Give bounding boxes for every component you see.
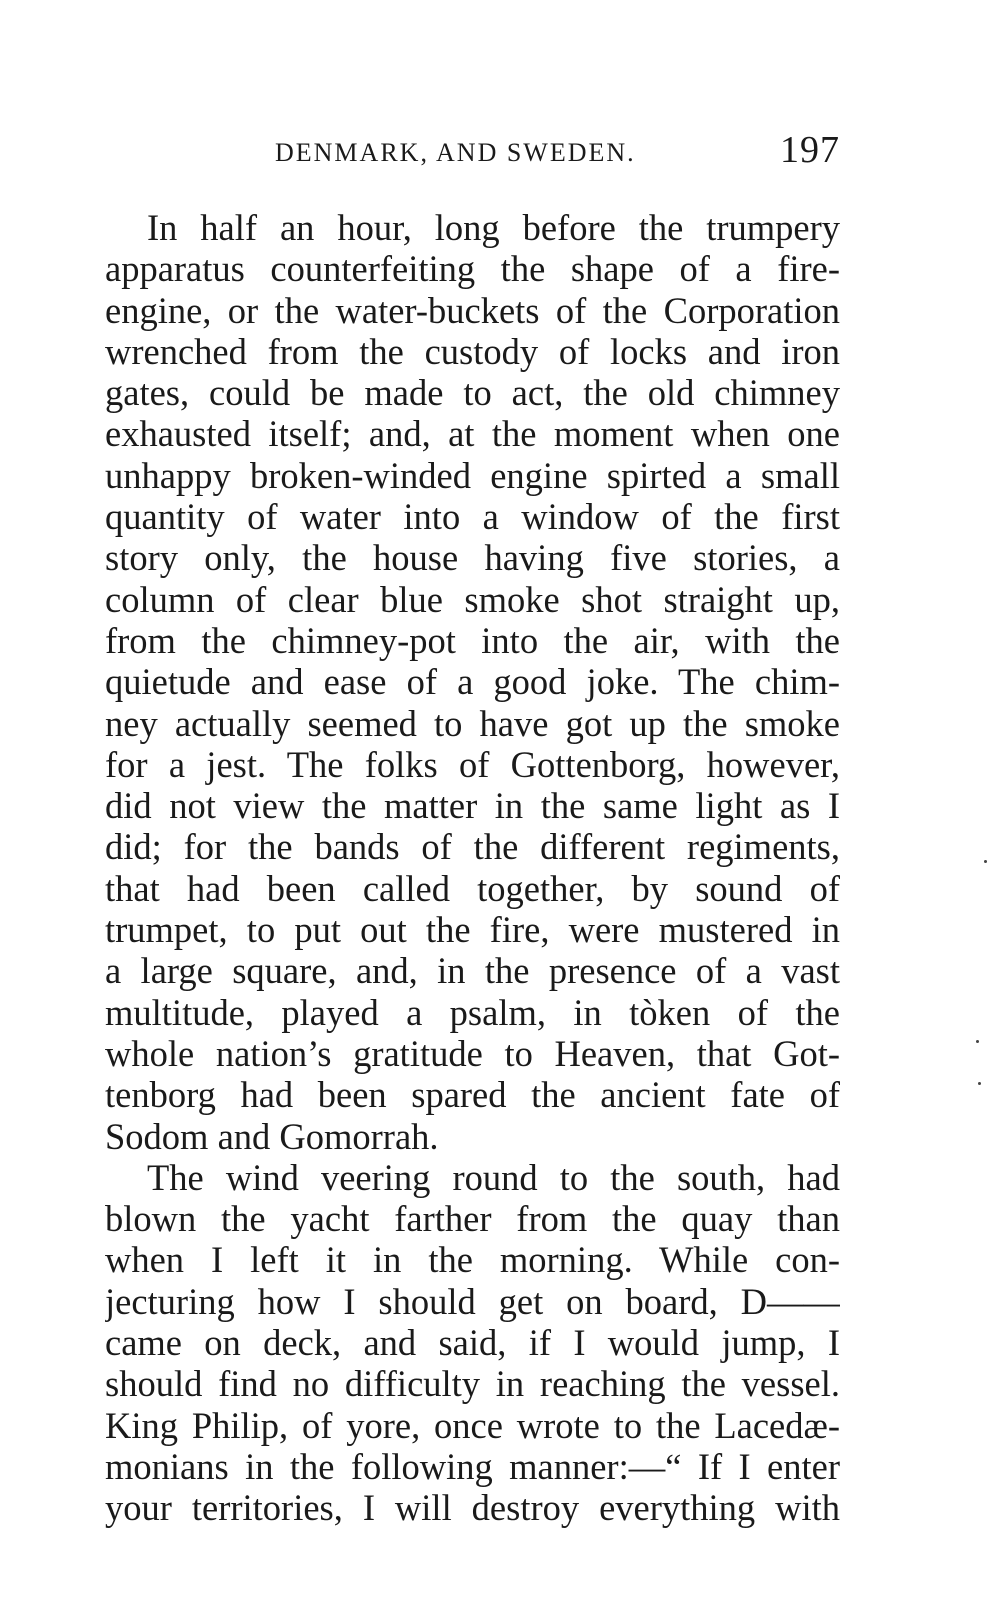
- text-line: whole nation’s gratitude to Heaven, that Got-: [105, 1032, 840, 1074]
- text-line: unhappy broken-winded engine spirted a small: [105, 454, 840, 496]
- scan-speck: [976, 1040, 979, 1043]
- text-line: The wind veering round to the south, had: [147, 1156, 840, 1198]
- text-line: trumpet, to put out the fire, were mustered in: [105, 909, 840, 951]
- text-line: jecturing how I should get on board, D——: [105, 1280, 840, 1322]
- text-line: wrenched from the custody of locks and iron: [105, 330, 840, 372]
- text-line: column of clear blue smoke shot straight up,: [105, 578, 840, 620]
- page-number: 197: [780, 129, 840, 171]
- text-line: engine, or the water-buckets of the Corporation: [105, 289, 840, 331]
- text-line: when I left it in the morning. While con-: [105, 1239, 840, 1281]
- text-line: quantity of water into a window of the first: [105, 496, 840, 538]
- body-text: [105, 207, 840, 1529]
- text-line: came on deck, and said, if I would jump, I: [105, 1322, 840, 1364]
- text-line: monians in the following manner:—“ If I enter: [105, 1445, 840, 1487]
- text-line: that had been called together, by sound of: [105, 867, 840, 909]
- text-line: story only, the house having five stories, a: [105, 537, 840, 579]
- text-line: should find no difficulty in reaching the vessel.: [105, 1363, 840, 1405]
- text-line: from the chimney-pot into the air, with the: [105, 619, 840, 661]
- text-line: apparatus counterfeiting the shape of a fire-: [105, 248, 840, 290]
- scan-speck: [978, 1082, 981, 1085]
- text-line: for a jest. The folks of Gottenborg, however,: [105, 743, 840, 785]
- text-line: multitude, played a psalm, in tòken of the: [105, 991, 840, 1033]
- text-line: your territories, I will destroy everything with: [105, 1487, 840, 1529]
- text-line: blown the yacht farther from the quay than: [105, 1198, 840, 1240]
- text-line: gates, could be made to act, the old chimney: [105, 372, 840, 414]
- running-title: DENMARK, AND SWEDEN.: [275, 138, 636, 167]
- text-line: ney actually seemed to have got up the smoke: [105, 702, 840, 744]
- text-line: did not view the matter in the same light as I: [105, 785, 840, 827]
- scan-speck: [984, 860, 987, 863]
- text-line: King Philip, of yore, once wrote to the Lacedæ-: [105, 1404, 840, 1446]
- text-line: tenborg had been spared the ancient fate of: [105, 1074, 840, 1116]
- text-line: quietude and ease of a good joke. The chim-: [105, 661, 840, 703]
- running-head: [105, 128, 840, 178]
- text-line: a large square, and, in the presence of a vast: [105, 950, 840, 992]
- text-line: In half an hour, long before the trumpery: [147, 207, 840, 248]
- text-line: did; for the bands of the different regiments,: [105, 826, 840, 868]
- text-line: Sodom and Gomorrah.: [105, 1115, 439, 1157]
- text-line: exhausted itself; and, at the moment when one: [105, 413, 840, 455]
